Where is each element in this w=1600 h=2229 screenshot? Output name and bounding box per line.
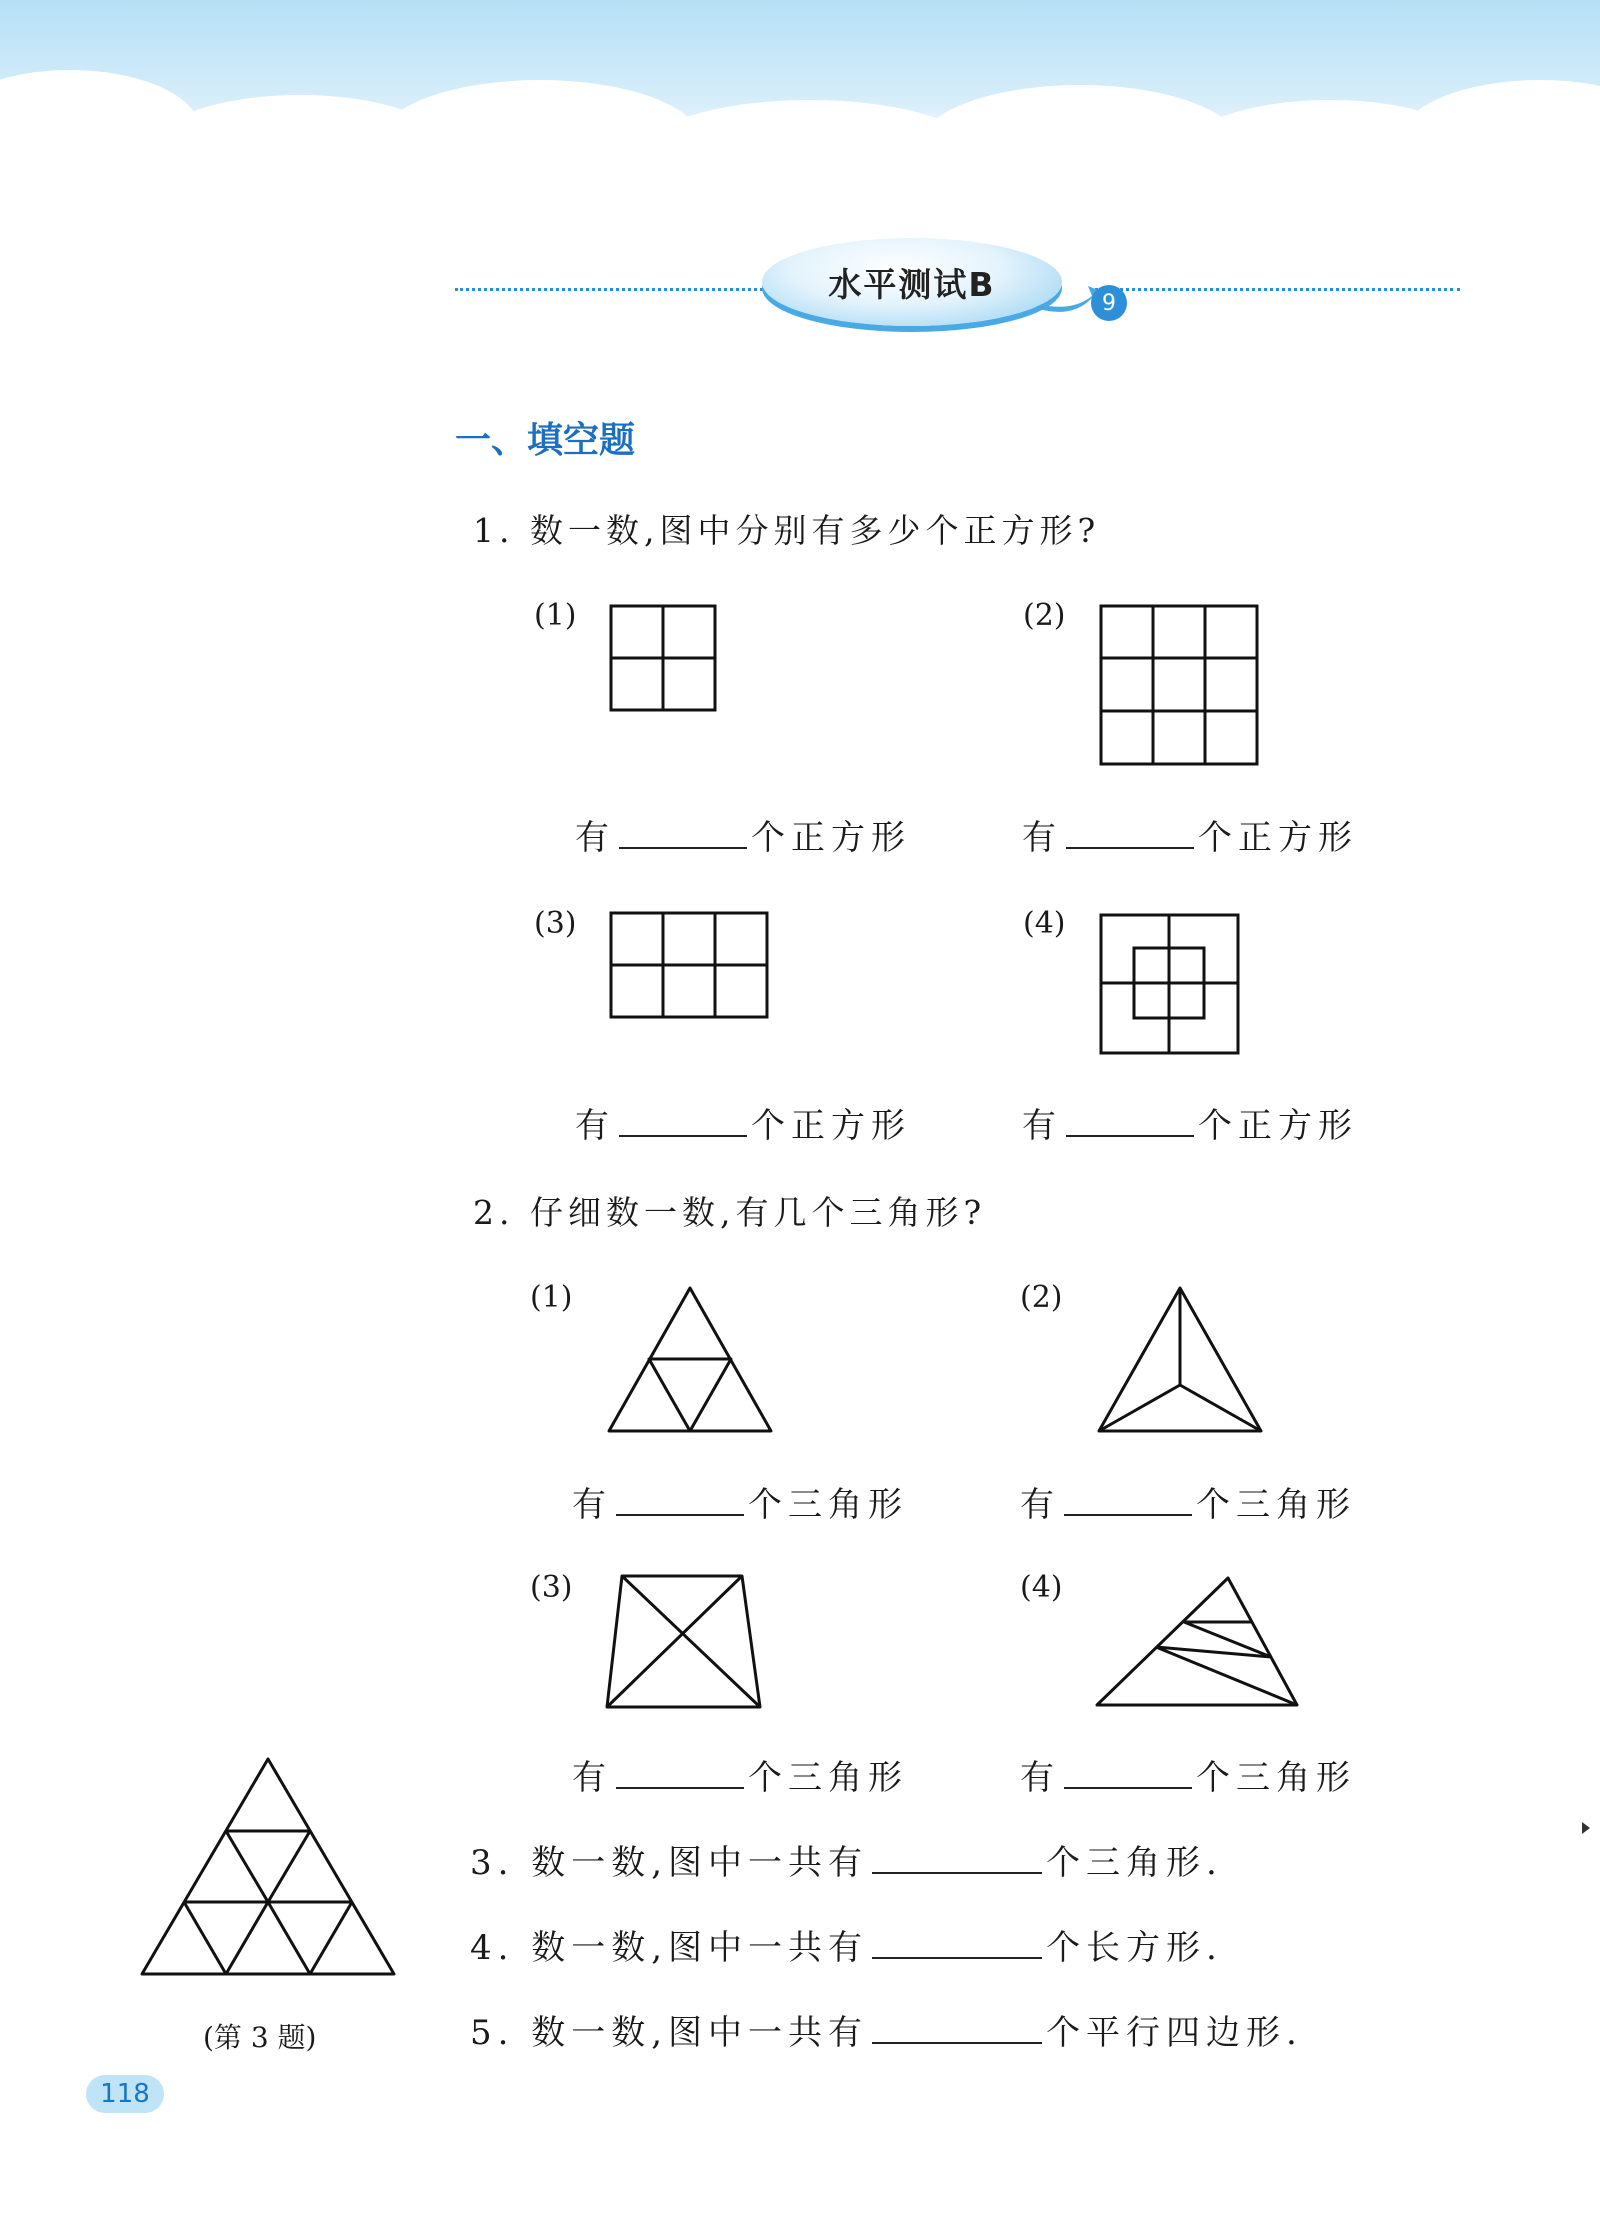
answer-blank[interactable] [616, 1480, 744, 1516]
q1-figure-4 [1098, 912, 1241, 1056]
answer-blank[interactable] [872, 1923, 1042, 1959]
q2-answer-3 [572, 1750, 908, 1799]
answer-suffix: 个正方形 [1198, 818, 1358, 858]
q2-figure-1 [605, 1285, 775, 1435]
header-dotted-line-left [455, 288, 775, 291]
answer-blank[interactable] [1066, 1101, 1194, 1137]
q1-figure-3 [608, 910, 770, 1020]
question-3 [470, 1835, 1223, 1884]
question-5 [470, 2005, 1303, 2054]
page-number: 118 [86, 2075, 164, 2113]
q2-label-1: (1) [530, 1280, 573, 1315]
q2-answer-4 [1020, 1750, 1356, 1799]
answer-prefix: 有 [572, 1758, 612, 1798]
question-4 [470, 1920, 1223, 1969]
sky-banner [0, 0, 1600, 150]
answer-suffix: 个正方形 [1198, 1106, 1358, 1146]
answer-suffix: 个正方形 [751, 1106, 911, 1146]
answer-prefix: 有 [1022, 1106, 1062, 1146]
q1-answer-2 [1022, 810, 1358, 859]
q2-label-4: (4) [1020, 1570, 1063, 1605]
answer-blank[interactable] [619, 813, 747, 849]
question-2: 2. 仔细数一数,有几个三角形? [473, 1193, 987, 1232]
answer-prefix: 有 [572, 1485, 612, 1525]
answer-suffix: 个三角形 [748, 1758, 908, 1798]
answer-blank[interactable] [872, 2008, 1042, 2044]
q1-label-2: (2) [1023, 598, 1066, 633]
answer-suffix: 个三角形 [748, 1485, 908, 1525]
q1-answer-1 [575, 810, 911, 859]
answer-prefix: 有 [1020, 1758, 1060, 1798]
badge-title: 水平测试B [828, 264, 996, 304]
q1-label-3: (3) [534, 906, 577, 941]
q3-triangle-figure [138, 1756, 398, 1978]
question-3-text: 3. 数一数,图中一共有 [470, 1843, 869, 1883]
q1-answer-3 [575, 1098, 911, 1147]
answer-prefix: 有 [1020, 1485, 1060, 1525]
q2-figure-3 [604, 1573, 764, 1711]
badge-number: 9 [1091, 285, 1127, 321]
header-dotted-line-right [1095, 288, 1460, 291]
answer-suffix: 个三角形 [1196, 1485, 1356, 1525]
q1-figure-1 [608, 603, 718, 713]
question-4-suffix: 个长方形. [1046, 1928, 1223, 1968]
section-title: 一、填空题 [455, 420, 636, 461]
answer-suffix: 个正方形 [751, 818, 911, 858]
q1-label-1: (1) [534, 598, 577, 633]
question-5-text: 5. 数一数,图中一共有 [470, 2013, 869, 2053]
answer-blank[interactable] [872, 1838, 1042, 1874]
question-3-suffix: 个三角形. [1046, 1843, 1223, 1883]
q2-figure-2 [1095, 1285, 1265, 1435]
figure-caption: (第 3 题) [203, 2021, 317, 2054]
question-4-text: 4. 数一数,图中一共有 [470, 1928, 869, 1968]
q2-label-2: (2) [1020, 1280, 1063, 1315]
q2-answer-2 [1020, 1477, 1356, 1526]
answer-blank[interactable] [619, 1101, 747, 1137]
q2-label-3: (3) [530, 1570, 573, 1605]
answer-blank[interactable] [616, 1753, 744, 1789]
answer-suffix: 个三角形 [1196, 1758, 1356, 1798]
q1-answer-4 [1022, 1098, 1358, 1147]
q2-answer-1 [572, 1477, 908, 1526]
answer-blank[interactable] [1066, 813, 1194, 849]
answer-prefix: 有 [575, 1106, 615, 1146]
answer-blank[interactable] [1064, 1753, 1192, 1789]
answer-prefix: 有 [575, 818, 615, 858]
q2-figure-4 [1093, 1575, 1303, 1710]
question-5-suffix: 个平行四边形. [1046, 2013, 1303, 2053]
q1-figure-2 [1098, 603, 1260, 767]
answer-blank[interactable] [1064, 1480, 1192, 1516]
answer-prefix: 有 [1022, 818, 1062, 858]
question-1: 1. 数一数,图中分别有多少个正方形? [473, 511, 1101, 550]
margin-arrow-icon [1582, 1822, 1590, 1834]
q1-label-4: (4) [1023, 906, 1066, 941]
test-badge [762, 238, 1062, 326]
